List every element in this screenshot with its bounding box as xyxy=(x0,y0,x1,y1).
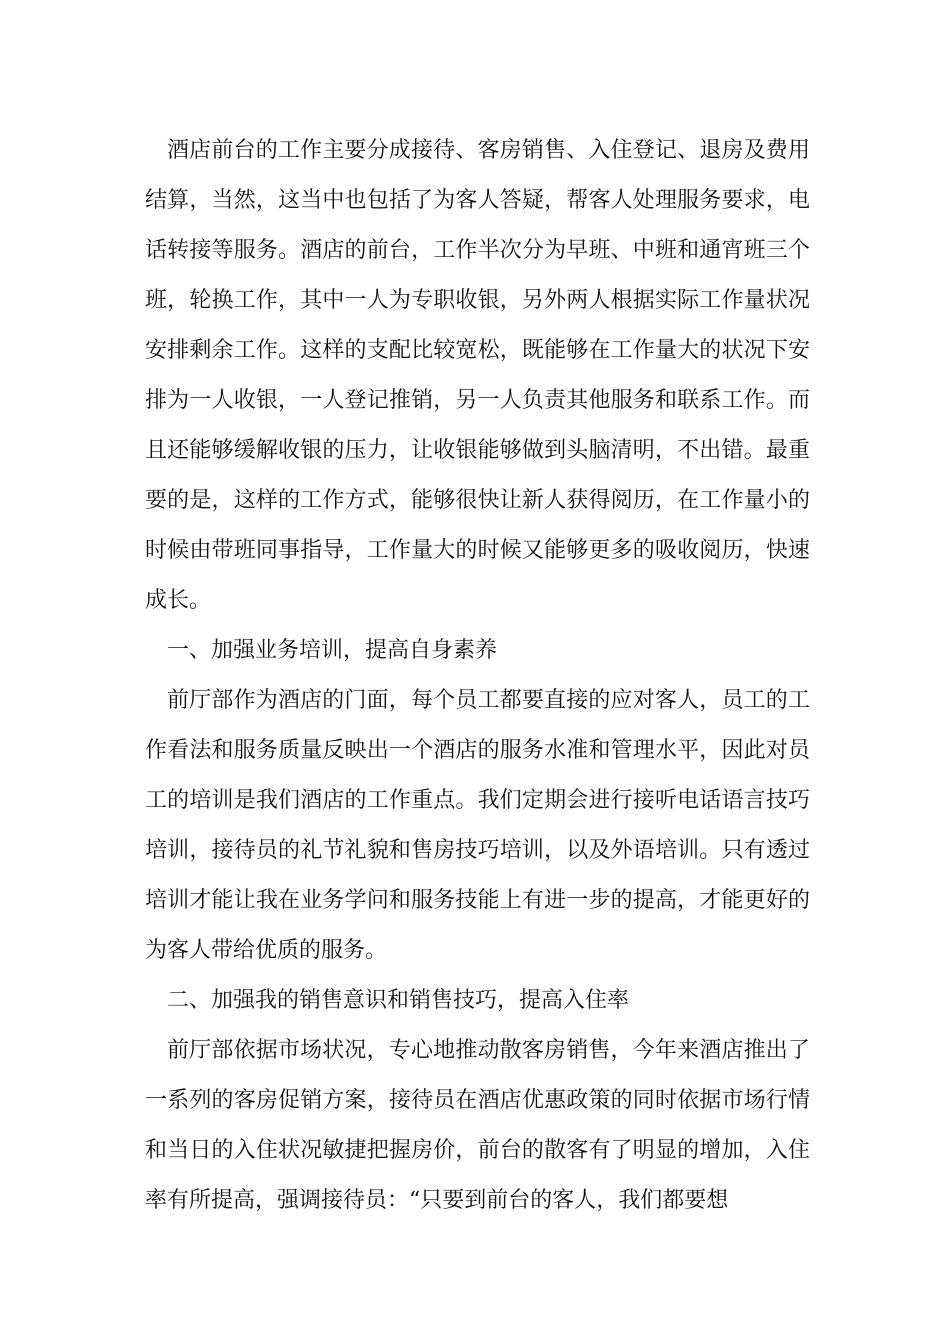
document-body xyxy=(145,126,810,1226)
paragraph-front-desk-overview: 酒店前台的工作主要分成接待、客房销售、入住登记、退房及费用结算，当然，这当中也包括了为客人答疑，帮客人处理服务要求，电话转接等服务。酒店的前台，工作半次分为早班、中班和通宵班三个班，轮换工作，其中一人为专职收银，另外两人根据实际工作量状况安排剩余工作。这样的支配比较宽松，既能够在工作量大的状况下安排为一人收银，一人登记推销，另一人负责其他服务和联系工作。而且还能够缓解收银的压力，让收银能够做到头脑清明，不出错。最重要的是，这样的工作方式，能够很快让新人获得阅历，在工作量小的时候由带班同事指导，工作量大的时候又能够更多的吸收阅历，快速成长。 xyxy=(145,138,810,613)
paragraph-sales: 前厅部依据市场状况，专心地推动散客房销售，今年来酒店推出了一系列的客房促销方案，接待员在酒店优惠政策的同时依据市场行情和当日的入住状况敏捷把握房价，前台的散客有了明显的增加，入住率有所提高，强调接待员：“只要到前台的客人，我们都要想 xyxy=(145,1038,810,1213)
paragraph-training: 前厅部作为酒店的门面，每个员工都要直接的应对客人，员工的工作看法和服务质量反映出一个酒店的服务水准和管理水平，因此对员工的培训是我们酒店的工作重点。我们定期会进行接听电话语言技巧培训，接待员的礼节礼貌和售房技巧培训，以及外语培训。只有透过培训才能让我在业务学问和服务技能上有进一步的提高，才能更好的为客人带给优质的服务。 xyxy=(145,688,810,963)
section-heading-sales: 二、加强我的销售意识和销售技巧，提高入住率 xyxy=(167,988,630,1013)
section-heading-training: 一、加强业务培训，提高自身素养 xyxy=(167,638,498,663)
